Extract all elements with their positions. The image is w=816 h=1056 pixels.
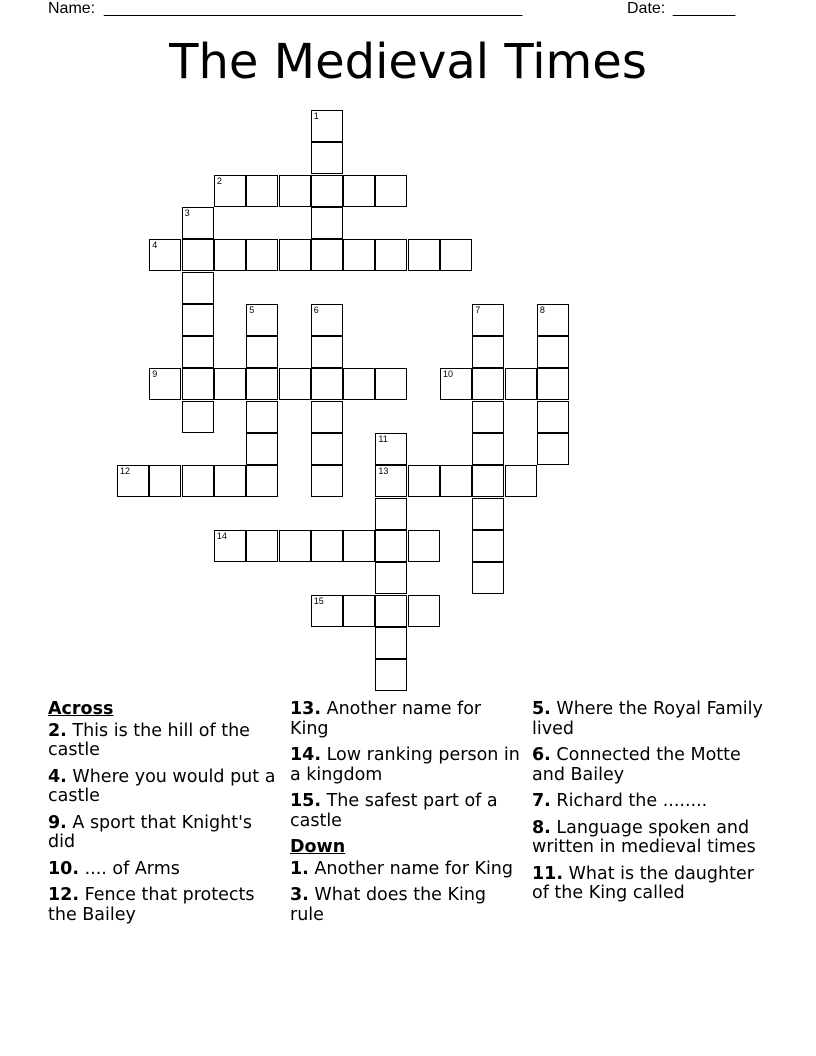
crossword-cell[interactable] [375, 175, 407, 207]
crossword-cell[interactable] [440, 239, 472, 271]
crossword-cell[interactable] [472, 433, 504, 465]
crossword-cell[interactable] [375, 498, 407, 530]
crossword-cell[interactable] [537, 304, 569, 336]
page-title: The Medieval Times [169, 34, 647, 90]
crossword-cell[interactable] [214, 368, 246, 400]
crossword-cell[interactable] [343, 239, 375, 271]
crossword-cell[interactable] [182, 465, 214, 497]
clue-column-1 [48, 700, 280, 932]
crossword-cell[interactable] [472, 465, 504, 497]
clue-across-9: 9. A sport that Knight's did [48, 812, 253, 852]
across-heading: Across [48, 699, 114, 719]
crossword-cell[interactable] [246, 368, 278, 400]
clue-down-1: 1. Another name for King [290, 858, 514, 879]
crossword-cell[interactable] [246, 465, 278, 497]
crossword-cell[interactable] [375, 659, 407, 691]
clue-column-3 [532, 700, 764, 911]
clue-down-3: 3. What does the King rule [290, 885, 487, 925]
clue-number: 1 [313, 111, 319, 121]
clue-number: 12 [120, 466, 131, 477]
crossword-cell[interactable] [311, 304, 343, 336]
crossword-cell[interactable] [311, 433, 343, 465]
crossword-cell[interactable] [182, 336, 214, 368]
crossword-cell[interactable] [214, 239, 246, 271]
crossword-cell[interactable] [311, 239, 343, 271]
crossword-cell[interactable] [311, 595, 343, 627]
crossword-cell[interactable] [214, 465, 246, 497]
crossword-cell[interactable] [311, 207, 343, 239]
crossword-cell[interactable] [375, 465, 407, 497]
crossword-cell[interactable] [537, 433, 569, 465]
clue-across-12: 12. Fence that protects the Bailey [48, 885, 255, 925]
crossword-cell[interactable] [472, 562, 504, 594]
crossword-cell[interactable] [472, 368, 504, 400]
crossword-cell[interactable] [311, 465, 343, 497]
clue-number: 5 [249, 304, 255, 315]
clue-down-8: 8. Language spoken and written in medieval times [532, 817, 756, 857]
date-label: Date: [627, 0, 666, 17]
crossword-cell[interactable] [537, 336, 569, 368]
crossword-cell[interactable] [311, 368, 343, 400]
crossword-cell[interactable] [246, 530, 278, 562]
crossword-cell[interactable] [408, 530, 440, 562]
crossword-cell[interactable] [246, 175, 278, 207]
clue-number: 10 [443, 369, 454, 380]
clue-number: 13 [378, 466, 389, 477]
crossword-cell[interactable] [246, 336, 278, 368]
down-heading: Down [290, 837, 346, 857]
crossword-cell[interactable] [472, 498, 504, 530]
crossword-cell[interactable] [311, 142, 343, 174]
crossword-cell[interactable] [311, 175, 343, 207]
clue-number: 14 [216, 530, 227, 541]
clue-column-2 [290, 700, 522, 932]
crossword-cell[interactable] [246, 304, 278, 336]
clue-across-13: 13. Another name for King [290, 699, 482, 739]
crossword-cell[interactable] [311, 401, 343, 433]
crossword-cell[interactable] [537, 368, 569, 400]
clue-down-7: 7. Richard the ........ [532, 791, 708, 811]
clue-across-14: 14. Low ranking person in a kingdom [290, 745, 520, 785]
clue-number: 7 [475, 304, 481, 315]
crossword-cell[interactable] [182, 272, 214, 304]
crossword-cell[interactable] [279, 368, 311, 400]
crossword-cell[interactable] [537, 401, 569, 433]
clue-across-2: 2. This is the hill of the castle [48, 720, 250, 760]
crossword-cell[interactable] [440, 465, 472, 497]
crossword-cell[interactable] [375, 530, 407, 562]
crossword-cell[interactable] [408, 465, 440, 497]
clue-number: 11 [378, 434, 388, 444]
clue-number: 9 [152, 369, 158, 380]
crossword-cell[interactable] [279, 239, 311, 271]
crossword-cell[interactable] [149, 368, 181, 400]
crossword-cell[interactable] [472, 304, 504, 336]
crossword-cell[interactable] [505, 465, 537, 497]
crossword-cell[interactable] [343, 368, 375, 400]
clue-across-10: 10. .... of Arms [48, 858, 180, 879]
crossword-cell[interactable] [408, 239, 440, 271]
crossword-cell[interactable] [149, 239, 181, 271]
crossword-cell[interactable] [375, 595, 407, 627]
crossword-cell[interactable] [117, 465, 149, 497]
crossword-cell[interactable] [311, 336, 343, 368]
crossword-cell[interactable] [311, 110, 343, 142]
crossword-cell[interactable] [214, 530, 246, 562]
crossword-cell[interactable] [182, 368, 214, 400]
clue-down-6: 6. Connected the Motte and Bailey [532, 745, 741, 785]
crossword-cell[interactable] [375, 239, 407, 271]
clue-across-15: 15. The safest part of a castle [290, 791, 498, 831]
crossword-cell[interactable] [182, 304, 214, 336]
crossword-cell[interactable] [343, 175, 375, 207]
clue-across-4: 4. Where you would put a castle [48, 766, 276, 806]
crossword-cell[interactable] [440, 368, 472, 400]
crossword-cell[interactable] [182, 207, 214, 239]
header [0, 0, 816, 20]
name-blank[interactable]: _______________________________________________ [104, 0, 523, 17]
clue-number: 2 [216, 175, 222, 186]
crossword-cell[interactable] [246, 433, 278, 465]
clue-down-5: 5. Where the Royal Family lived [532, 699, 763, 739]
crossword-cell[interactable] [214, 175, 246, 207]
crossword-cell[interactable] [408, 595, 440, 627]
crossword-cell[interactable] [472, 530, 504, 562]
crossword-cell[interactable] [343, 595, 375, 627]
crossword-cell[interactable] [472, 336, 504, 368]
clue-number: 4 [152, 240, 158, 251]
crossword-cell[interactable] [182, 239, 214, 271]
crossword-cell[interactable] [375, 433, 407, 465]
crossword-cell[interactable] [182, 401, 214, 433]
crossword-cell[interactable] [279, 530, 311, 562]
crossword-cell[interactable] [279, 175, 311, 207]
crossword-cell[interactable] [375, 368, 407, 400]
crossword-cell[interactable] [311, 530, 343, 562]
crossword-cell[interactable] [343, 530, 375, 562]
crossword-cell[interactable] [246, 239, 278, 271]
crossword-cell[interactable] [375, 627, 407, 659]
clue-number: 15 [313, 595, 324, 606]
crossword-cell[interactable] [505, 368, 537, 400]
clue-number: 8 [539, 304, 545, 315]
crossword-cell[interactable] [472, 401, 504, 433]
name-label: Name: [48, 0, 96, 17]
clue-number: 6 [313, 304, 319, 315]
clue-down-11: 11. What is the daughter of the King called [532, 863, 754, 903]
crossword-cell[interactable] [246, 401, 278, 433]
clue-number: 3 [184, 207, 190, 218]
date-blank[interactable]: _______ [673, 0, 736, 17]
crossword-cell[interactable] [149, 465, 181, 497]
crossword-cell[interactable] [375, 562, 407, 594]
